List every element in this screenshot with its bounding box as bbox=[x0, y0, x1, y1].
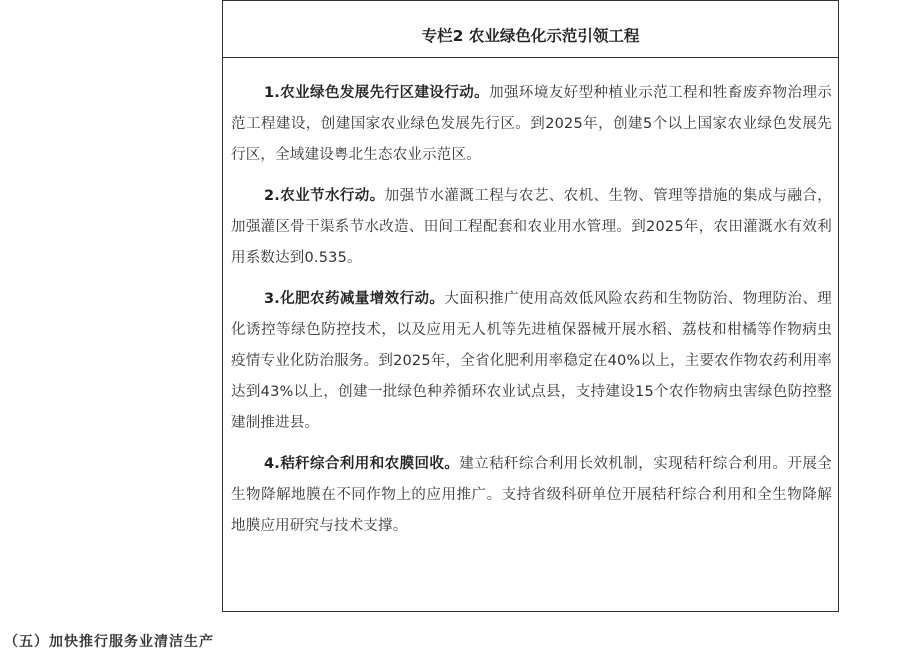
paragraph-3-text: 大面积推广使用高效低风险农药和生物防治、物理防治、理化诱控等绿色防控技术，以及应用无人机等先进植保器械开展水稻、荔枝和柑橘等作物病虫疫情专业化防治服务。到2025年，全省化肥利用率稳定在40%以上，主要农作物农药利用率达到43%以上，创建一批绿色种养循环农业试点县，支持建设15个农作物病虫害绿色防控整建制推进县。 bbox=[231, 291, 832, 431]
paragraph-4 bbox=[231, 449, 832, 542]
column-title: 专栏2 农业绿色化示范引领工程 bbox=[223, 1, 838, 58]
column-body bbox=[223, 58, 838, 542]
section-heading: （五）加快推行服务业清洁生产 bbox=[4, 634, 214, 650]
paragraph-2-lead: 2.农业节水行动。 bbox=[264, 188, 385, 204]
paragraph-2-text: 加强节水灌溉工程与农艺、农机、生物、管理等措施的集成与融合，加强灌区骨干渠系节水改造、田间工程配套和农业用水管理。到2025年，农田灌溉水有效利用系数达到0.535。 bbox=[231, 188, 832, 266]
paragraph-4-text: 建立秸秆综合利用长效机制，实现秸秆综合利用。开展全生物降解地膜在不同作物上的应用推广。支持省级科研单位开展秸秆综合利用和全生物降解地膜应用研究与技术支撑。 bbox=[231, 456, 832, 534]
paragraph-3-lead: 3.化肥农药减量增效行动。 bbox=[264, 291, 445, 307]
paragraph-3 bbox=[231, 284, 832, 439]
paragraph-1-text: 加强环境友好型种植业示范工程和牲畜废弃物治理示范工程建设，创建国家农业绿色发展先行区。到2025年，创建5个以上国家农业绿色发展先行区，全域建设粤北生态农业示范区。 bbox=[231, 85, 832, 163]
paragraph-4-lead: 4.秸秆综合利用和农膜回收。 bbox=[264, 456, 460, 472]
column-box bbox=[222, 0, 839, 612]
paragraph-1-lead: 1.农业绿色发展先行区建设行动。 bbox=[264, 85, 490, 101]
paragraph-2 bbox=[231, 181, 832, 274]
paragraph-1 bbox=[231, 78, 832, 171]
